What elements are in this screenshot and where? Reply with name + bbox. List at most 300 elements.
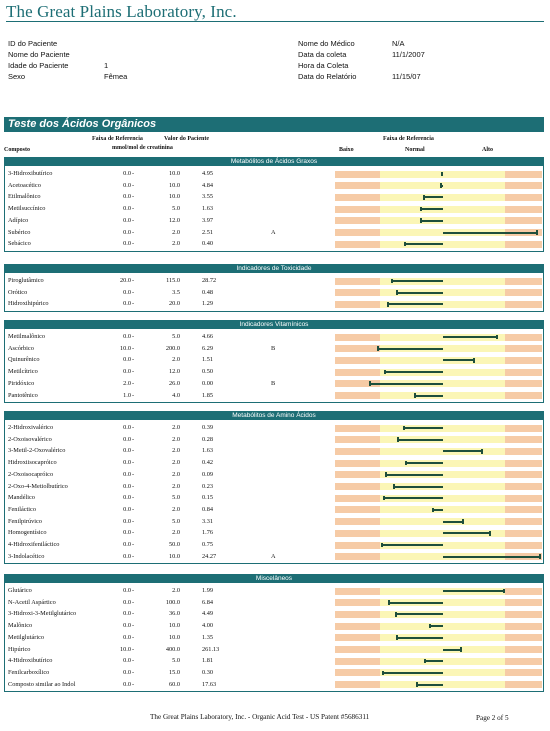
report-field-value: 11/1/2007	[392, 50, 425, 59]
normal-zone	[380, 460, 505, 467]
patient-value: 0.39	[202, 424, 214, 431]
abnormal-flag: B	[271, 344, 276, 352]
range-low: 0.0	[123, 368, 131, 376]
value-marker-line	[443, 336, 497, 338]
range-bar	[335, 278, 542, 285]
range-dash: -	[132, 277, 135, 284]
table-row	[5, 298, 543, 310]
range-bar	[335, 241, 542, 248]
value-marker-line	[421, 208, 443, 210]
value-marker	[539, 554, 541, 559]
range-high: 5.0	[172, 657, 180, 665]
value-marker	[420, 207, 422, 212]
range-dash: -	[132, 447, 135, 455]
normal-zone	[380, 425, 505, 432]
patient-value: 24.27	[202, 552, 217, 560]
value-marker	[383, 496, 385, 501]
range-bar	[335, 553, 542, 560]
patient-value: 4.66	[202, 333, 214, 340]
column-normal: Normal	[405, 147, 425, 153]
range-bar	[335, 229, 542, 236]
value-marker	[423, 195, 425, 200]
range-bar	[335, 289, 542, 296]
range-bar	[335, 182, 542, 189]
range-low: 0.0	[123, 424, 131, 431]
range-high: 12.0	[168, 216, 180, 224]
range-high: 100.0	[165, 598, 180, 606]
compound-name: Sebácico	[8, 240, 31, 248]
value-marker	[384, 370, 386, 375]
value-marker	[397, 437, 399, 442]
column-patient-value: Valor do Paciente	[164, 136, 209, 142]
compound-name: Hidroxihipúrico	[8, 300, 49, 308]
range-bar	[335, 380, 542, 387]
table-row	[5, 203, 543, 215]
range-bar	[335, 301, 542, 308]
column-ref-units: mmol/mol de creatinina	[112, 145, 173, 151]
patient-field-value: 1	[104, 61, 109, 70]
value-marker-line	[370, 383, 443, 385]
table-row	[5, 238, 543, 250]
patient-field-label: Sexo	[8, 72, 26, 81]
compound-name: Etilmalônico	[8, 193, 41, 201]
range-high: 2.0	[172, 482, 180, 490]
patient-value: 3.31	[202, 517, 214, 525]
compound-name: 3-Metil-2-Oxovalérico	[8, 447, 66, 455]
patient-value: 1.35	[202, 633, 214, 641]
range-dash: -	[132, 541, 135, 548]
value-marker-line	[397, 292, 442, 294]
patient-value: 6.29	[202, 344, 214, 352]
patient-value: 0.40	[202, 240, 214, 248]
range-high: 60.0	[168, 680, 180, 688]
table-row	[5, 492, 543, 504]
range-dash: -	[132, 240, 135, 248]
range-high: 5.0	[172, 205, 180, 213]
table-row	[5, 287, 543, 299]
result-panel	[4, 264, 544, 312]
table-row	[5, 527, 543, 539]
range-bar	[335, 357, 542, 364]
patient-value: 0.28	[202, 435, 214, 443]
compound-name: Piroglutâmico	[8, 277, 44, 284]
range-high: 20.0	[168, 300, 180, 308]
range-low: 0.0	[123, 470, 131, 478]
compound-name: Mandélico	[8, 494, 35, 502]
range-high: 12.0	[168, 368, 180, 376]
range-low: 0.0	[123, 447, 131, 455]
panel-title: Indicadores Vitamínicos	[4, 320, 544, 329]
range-dash: -	[132, 517, 135, 525]
panel-title: Metabólitos de Ácidos Graxos	[4, 157, 544, 166]
result-panel	[4, 411, 544, 564]
table-row	[5, 168, 543, 180]
value-marker-line	[405, 243, 443, 245]
value-marker	[416, 682, 418, 687]
value-marker	[462, 519, 464, 524]
lab-title: The Great Plains Laboratory, Inc.	[6, 2, 237, 21]
patient-value: 0.09	[202, 470, 214, 478]
compound-name: Malônico	[8, 622, 33, 630]
value-marker-line	[383, 672, 443, 674]
value-marker	[396, 635, 398, 640]
patient-field-label: Nome do Paciente	[8, 50, 70, 59]
value-marker	[377, 346, 379, 351]
patient-field-label: Idade do Paciente	[8, 61, 69, 70]
table-row	[5, 632, 543, 644]
panel-title: Indicadores de Toxicidade	[4, 264, 544, 273]
range-high: 2.0	[172, 240, 180, 248]
range-dash: -	[132, 470, 135, 478]
range-dash: -	[132, 482, 135, 490]
table-row	[5, 469, 543, 481]
patient-value: 2.51	[202, 228, 214, 236]
table-row	[5, 655, 543, 667]
value-marker	[369, 381, 371, 386]
range-dash: -	[132, 505, 135, 513]
compound-name: Subérico	[8, 228, 31, 236]
range-low: 0.0	[123, 181, 131, 189]
value-marker-line	[425, 660, 442, 662]
range-high: 2.0	[172, 529, 180, 537]
column-ref-range: Faixa de Referencia	[92, 136, 143, 142]
value-marker-line	[443, 359, 475, 361]
range-high: 2.0	[172, 447, 180, 455]
value-marker	[396, 290, 398, 295]
range-high: 115.0	[166, 277, 180, 284]
range-bar	[335, 518, 542, 525]
value-marker	[440, 183, 442, 188]
range-low: 0.0	[123, 610, 131, 618]
patient-info-right	[298, 38, 498, 82]
range-high: 400.0	[165, 645, 180, 653]
value-marker	[403, 426, 405, 431]
value-marker	[387, 302, 389, 307]
range-bar	[335, 448, 542, 455]
column-compound: Composto	[4, 147, 31, 153]
range-bar	[335, 623, 542, 630]
range-dash: -	[132, 356, 135, 364]
normal-zone	[380, 623, 505, 630]
value-marker	[536, 230, 538, 235]
range-high: 2.0	[172, 470, 180, 478]
patient-value: 17.63	[202, 680, 217, 688]
range-bar	[335, 599, 542, 606]
table-row	[5, 667, 543, 679]
patient-value: 0.84	[202, 505, 214, 513]
range-high: 2.0	[172, 228, 180, 236]
value-marker-line	[394, 486, 442, 488]
range-high: 26.0	[168, 379, 180, 387]
table-row	[5, 191, 543, 203]
patient-value: 4.84	[202, 181, 214, 189]
value-marker	[393, 484, 395, 489]
patient-value: 4.49	[202, 610, 214, 618]
range-bar	[335, 611, 542, 618]
compound-name: 2-Oxo-4-Metiolbutírico	[8, 482, 68, 490]
patient-field	[8, 38, 208, 49]
table-row	[5, 644, 543, 656]
panel-title: Miscelâneos	[4, 574, 544, 583]
table-row	[5, 516, 543, 528]
range-low: 0.0	[123, 356, 131, 364]
table-row	[5, 481, 543, 493]
range-dash: -	[132, 216, 135, 224]
value-marker	[432, 508, 434, 513]
range-high: 36.0	[168, 610, 180, 618]
value-marker	[460, 647, 462, 652]
compound-name: Feniláctico	[8, 505, 36, 513]
compound-name: Metilsuccínico	[8, 205, 46, 213]
title-rule	[6, 21, 544, 22]
range-low: 0.0	[123, 435, 131, 443]
patient-field	[8, 71, 208, 82]
range-low: 0.0	[123, 333, 131, 340]
range-dash: -	[132, 657, 135, 665]
range-high: 10.0	[168, 193, 180, 201]
report-field-value: 11/15/07	[392, 72, 421, 81]
range-bar	[335, 646, 542, 653]
value-marker	[414, 393, 416, 398]
normal-zone	[380, 681, 505, 688]
range-bar	[335, 681, 542, 688]
range-dash: -	[132, 459, 135, 467]
table-row	[5, 343, 543, 355]
value-marker	[405, 461, 407, 466]
report-field-value: N/A	[392, 39, 405, 48]
range-high: 10.0	[168, 622, 180, 630]
value-marker	[429, 624, 431, 629]
value-marker-line	[382, 544, 443, 546]
range-low: 2.0	[123, 379, 131, 387]
compound-name: 3-Hidroxi-3-Metilglutárico	[8, 610, 77, 618]
range-low: 0.0	[123, 529, 131, 537]
patient-value: 28.72	[202, 277, 217, 284]
range-high: 2.0	[172, 435, 180, 443]
compound-name: Quinurênico	[8, 356, 40, 364]
range-high: 2.0	[172, 587, 180, 594]
table-row	[5, 366, 543, 378]
range-high: 2.0	[172, 505, 180, 513]
table-row	[5, 331, 543, 343]
patient-value: 4.95	[202, 170, 214, 177]
range-bar	[335, 217, 542, 224]
compound-name: Fenilpirúvico	[8, 517, 42, 525]
value-marker	[388, 600, 390, 605]
panel-body	[4, 420, 544, 564]
compound-name: Glutárico	[8, 587, 32, 594]
compound-name: 2-Hidroxivalérico	[8, 424, 54, 431]
patient-value: 3.55	[202, 193, 214, 201]
range-low: 0.0	[123, 482, 131, 490]
value-marker	[381, 543, 383, 548]
panel-body	[4, 329, 544, 403]
compound-name: 2-Oxoisovalérico	[8, 435, 52, 443]
range-low: 0.0	[123, 633, 131, 641]
range-dash: -	[132, 552, 135, 560]
report-field	[298, 60, 498, 71]
value-marker-line	[443, 649, 461, 651]
range-low: 0.0	[123, 170, 131, 177]
table-row	[5, 422, 543, 434]
value-marker-line	[417, 684, 443, 686]
range-dash: -	[132, 379, 135, 387]
range-bar	[335, 634, 542, 641]
table-row	[5, 597, 543, 609]
abnormal-flag: B	[271, 379, 276, 387]
range-dash: -	[132, 587, 135, 594]
range-bar	[335, 495, 542, 502]
range-high: 200.0	[165, 344, 180, 352]
compound-name: 4-Hidroxibutírico	[8, 657, 53, 665]
range-low: 0.0	[123, 552, 131, 560]
page-number: Page 2 of 5	[476, 714, 509, 722]
range-dash: -	[132, 645, 135, 653]
report-field	[298, 71, 498, 82]
value-marker-line	[443, 532, 491, 534]
patient-value: 0.48	[202, 288, 214, 296]
patient-value: 3.97	[202, 216, 214, 224]
range-low: 0.0	[123, 505, 131, 513]
normal-zone	[380, 217, 505, 224]
range-bar	[335, 425, 542, 432]
value-marker	[489, 531, 491, 536]
column-high: Alto	[482, 147, 493, 153]
range-high: 10.0	[168, 633, 180, 641]
range-high: 3.5	[172, 288, 180, 296]
range-high: 5.0	[172, 517, 180, 525]
range-high: 10.0	[168, 181, 180, 189]
compound-name: Pantotênico	[8, 391, 38, 399]
panel-body	[4, 166, 544, 252]
range-low: 0.0	[123, 494, 131, 502]
patient-value: 0.50	[202, 368, 214, 376]
value-marker	[420, 218, 422, 223]
range-low: 0.0	[123, 228, 131, 236]
range-bar	[335, 542, 542, 549]
table-row	[5, 551, 543, 563]
compound-name: 3-Indolacético	[8, 552, 45, 560]
compound-name: Orótico	[8, 288, 28, 296]
value-marker-line	[443, 521, 463, 523]
range-dash: -	[132, 529, 135, 537]
value-marker	[391, 279, 393, 284]
range-dash: -	[132, 181, 135, 189]
patient-value: 0.15	[202, 494, 214, 502]
compound-name: Hidroxiisocapróico	[8, 459, 57, 467]
compound-name: Piridóxico	[8, 379, 35, 387]
patient-field	[8, 49, 208, 60]
panel-title: Metabólitos de Amino Ácidos	[4, 411, 544, 420]
patient-value: 1.51	[202, 356, 214, 364]
table-row	[5, 227, 543, 239]
range-low: 0.0	[123, 657, 131, 665]
value-marker-line	[396, 613, 443, 615]
range-bar	[335, 460, 542, 467]
range-high: 15.0	[168, 668, 180, 676]
range-bar	[335, 369, 542, 376]
value-marker	[473, 358, 475, 363]
range-high: 5.0	[172, 333, 180, 340]
compound-name: Ascórbico	[8, 344, 34, 352]
table-row	[5, 275, 543, 287]
range-dash: -	[132, 288, 135, 296]
range-dash: -	[132, 205, 135, 213]
normal-zone	[380, 182, 505, 189]
range-high: 10.0	[168, 552, 180, 560]
range-bar	[335, 206, 542, 213]
range-low: 0.0	[123, 240, 131, 248]
range-bar	[335, 588, 542, 595]
range-dash: -	[132, 680, 135, 688]
range-high: 10.0	[168, 170, 180, 177]
compound-name: Acetoacético	[8, 181, 41, 189]
range-low: 0.0	[123, 587, 131, 594]
range-bar	[335, 334, 542, 341]
range-dash: -	[132, 193, 135, 201]
compound-name: Homogentísico	[8, 529, 47, 537]
table-row	[5, 434, 543, 446]
range-low: 0.0	[123, 193, 131, 201]
value-marker-line	[392, 280, 443, 282]
normal-zone	[380, 206, 505, 213]
result-panel	[4, 574, 544, 692]
range-dash: -	[132, 424, 135, 431]
compound-name: N-Acetil Aspártico	[8, 598, 56, 606]
compound-name: Fenilcarboxílico	[8, 668, 50, 676]
range-high: 2.0	[172, 356, 180, 364]
range-bar	[335, 194, 542, 201]
range-low: 0.0	[123, 300, 131, 308]
patient-value: 1.85	[202, 391, 214, 399]
range-low: 0.0	[123, 459, 131, 467]
result-panel	[4, 157, 544, 252]
footer-text: The Great Plains Laboratory, Inc. - Organic Acid Test - US Patent #5686311	[150, 713, 370, 721]
range-dash: -	[132, 368, 135, 376]
range-low: 10.0	[119, 645, 131, 653]
value-marker	[424, 659, 426, 664]
report-field-label: Data do Relatório	[298, 72, 357, 81]
value-marker-line	[397, 637, 443, 639]
value-marker-line	[389, 602, 443, 604]
report-field-label: Hora da Coleta	[298, 61, 349, 70]
table-row	[5, 585, 543, 597]
table-row	[5, 608, 543, 620]
value-marker-line	[443, 556, 541, 558]
patient-value: 1.99	[202, 587, 214, 594]
range-dash: -	[132, 598, 135, 606]
range-dash: -	[132, 668, 135, 676]
patient-info-left	[8, 38, 208, 82]
normal-zone	[380, 241, 505, 248]
value-marker-line	[404, 427, 442, 429]
column-low: Baixo	[339, 147, 354, 153]
compound-name: Metilcítrico	[8, 368, 38, 376]
range-low: 0.0	[123, 622, 131, 630]
report-field	[298, 38, 498, 49]
range-bar	[335, 669, 542, 676]
patient-value: 1.29	[202, 300, 214, 308]
value-marker	[382, 671, 384, 676]
compound-name: Composto similar ao Indol	[8, 680, 76, 688]
normal-zone	[380, 392, 505, 399]
range-high: 2.0	[172, 459, 180, 467]
value-marker	[404, 242, 406, 247]
range-dash: -	[132, 228, 135, 236]
patient-field-label: ID do Paciente	[8, 39, 58, 48]
range-bar	[335, 483, 542, 490]
range-dash: -	[132, 391, 135, 399]
